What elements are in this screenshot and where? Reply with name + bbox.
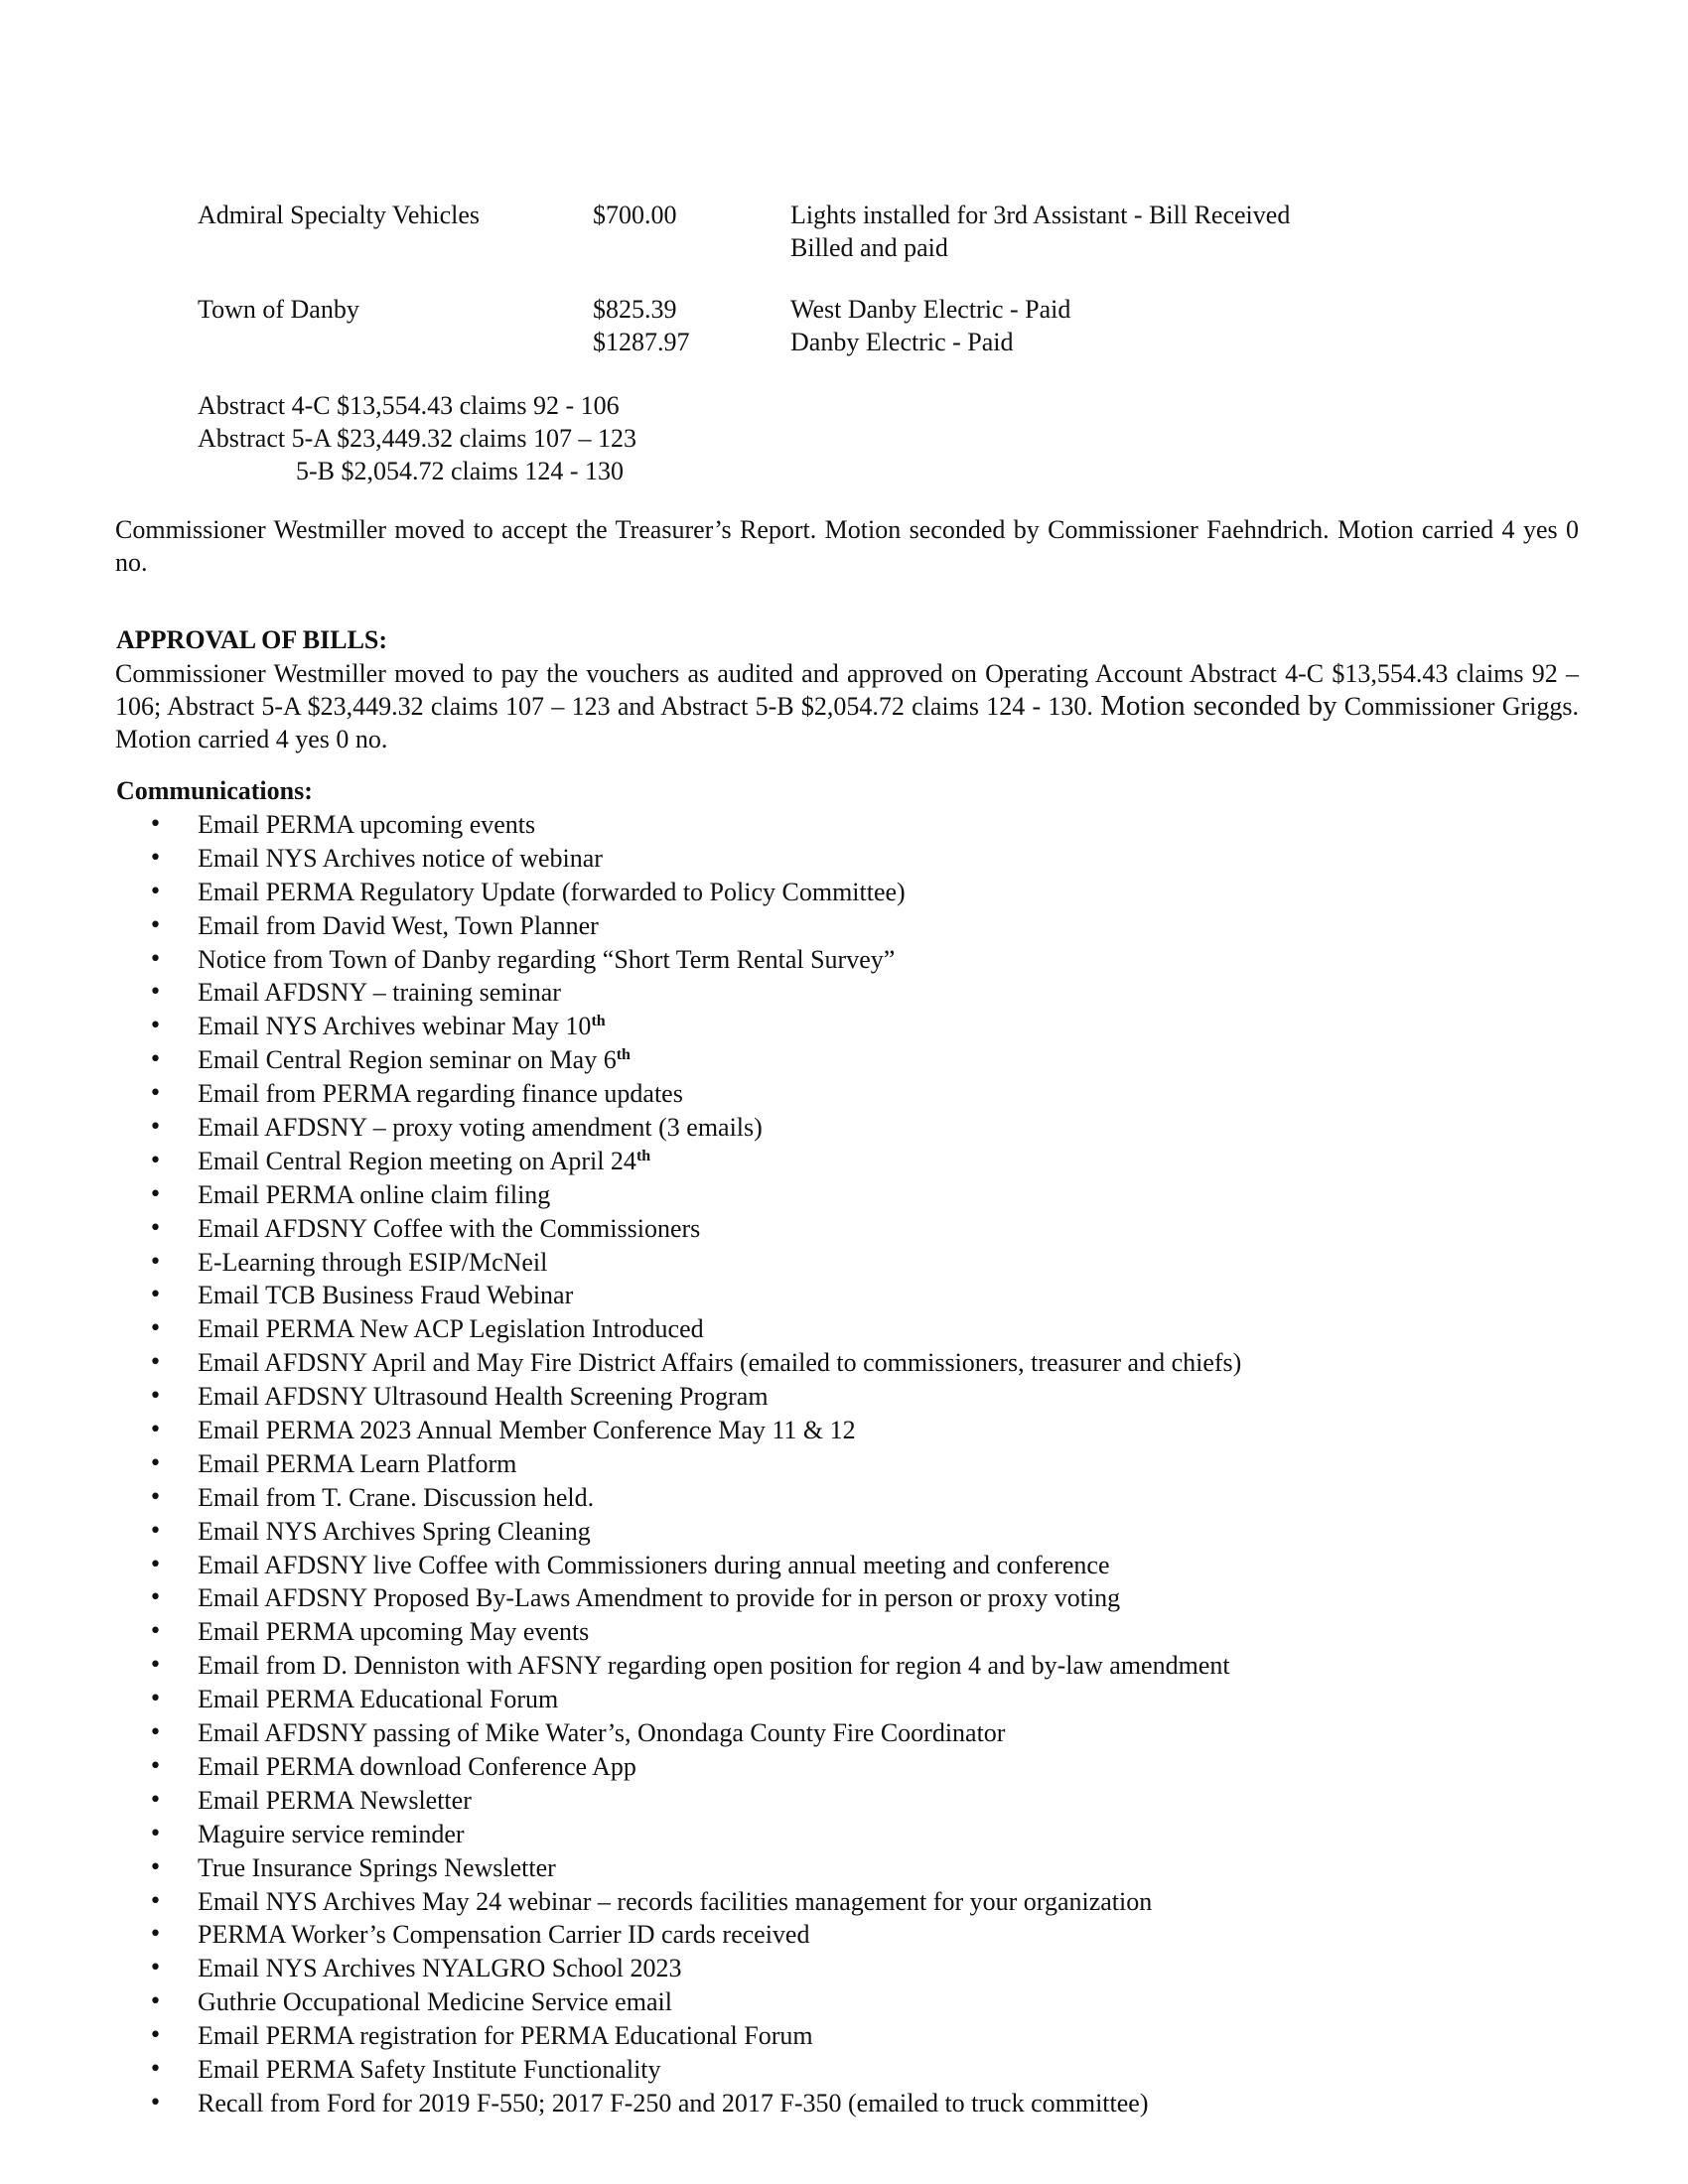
communication-item [149,1615,1579,1649]
approval-text-part: Commissioner Westmiller moved to pay the vouchers as audited and approved on Operating Account Abstract 4-C $13,554.43 claims 92 – 106; Abstract 5-A $23,449.32 claims 107 – 123 and Abstract 5-B $2,054.72 claims 124 - 130. [115,659,1579,721]
bullet-icon: • [149,1081,162,1107]
bullet-icon: • [149,1518,162,1544]
communication-text: Email PERMA download Conference App [198,1751,636,1781]
communication-text: Email from T. Crane. Discussion held. [198,1482,595,1512]
communication-text: Email PERMA Regulatory Update (forwarded to Policy Committee) [198,877,906,906]
bullet-icon: • [149,1283,162,1308]
communication-text: Email PERMA Learn Platform [198,1448,517,1478]
bullet-icon: • [149,1720,162,1746]
communication-text: Email AFDSNY – training seminar [198,978,561,1008]
bullet-icon: • [149,1418,162,1443]
bill-amount: $825.39 [593,295,677,324]
ordinal-suffix: th [616,1046,631,1064]
bullet-icon: • [149,1450,162,1476]
bill-amounts [593,293,690,358]
bullet-icon: • [149,1854,162,1880]
bullet-icon: • [149,1888,162,1914]
bullet-icon: • [149,845,162,871]
communication-text: Email PERMA Safety Institute Functionality [198,2054,661,2084]
bills-table [198,199,1488,358]
bullet-icon: • [149,946,162,972]
communication-text: Guthrie Occupational Medicine Service email [198,1987,672,2017]
bullet-icon: • [149,1687,162,1712]
communication-text: Email PERMA online claim filing [198,1179,551,1209]
bullet-icon: • [149,1181,162,1207]
communication-text: Email PERMA Educational Forum [198,1685,559,1714]
bill-amounts [593,199,677,231]
communication-item [149,1851,1579,1885]
communication-text: Email Central Region seminar on May 6 [198,1045,617,1075]
bullet-icon: • [149,1821,162,1846]
bullet-icon: • [149,1619,162,1645]
bill-notes [790,199,1290,264]
communication-item [149,1784,1579,1818]
approval-text-part: Commissioner Griggs. Motion carried 4 yes 0 no. [115,692,1580,753]
communication-text: Email Central Region meeting on April 24 [198,1146,636,1175]
abstract-line: Abstract 5-A $23,449.32 claims 107 – 123 [198,424,636,453]
communication-item [149,1145,1579,1178]
abstracts-summary [198,389,636,487]
communication-text: Email AFDSNY Ultrasound Health Screening Program [198,1382,769,1412]
communication-item [149,1683,1579,1716]
bill-note: Lights installed for 3rd Assistant - Bill Received [790,201,1291,229]
communication-text: Email NYS Archives webinar May 10 [198,1012,592,1041]
communication-text: Email AFDSNY Coffee with the Commissioners [198,1213,701,1243]
communication-item [149,1985,1579,2019]
approval-text-part: Motion seconded by [1100,690,1337,722]
bill-amount: $700.00 [593,201,677,229]
bullet-icon: • [149,1115,162,1141]
communication-item [149,1010,1579,1043]
communication-text: Email from D. Denniston with AFSNY regarding open position for region 4 and by-law amendment [198,1651,1230,1681]
ordinal-suffix: th [635,1147,651,1164]
communication-item [149,2087,1579,2120]
communication-item [149,1581,1579,1615]
bullet-icon: • [149,1047,162,1073]
bullet-icon: • [149,1653,162,1679]
communications-heading: Communications: [116,776,313,805]
communication-item [149,2053,1579,2087]
bill-vendor: Admiral Specialty Vehicles [198,201,481,229]
communication-item [149,1716,1579,1750]
bullet-icon: • [149,980,162,1006]
communication-item [149,808,1579,842]
bullet-icon: • [149,2090,162,2116]
bullet-icon: • [149,1249,162,1275]
bullet-icon: • [149,1585,162,1611]
bullet-icon: • [149,1484,162,1510]
communication-item [149,1447,1579,1481]
communication-text: Email NYS Archives NYALGRO School 2023 [198,1954,682,1983]
communication-item [149,1111,1579,1145]
communication-text: Email NYS Archives Spring Cleaning [198,1516,591,1546]
communication-item [149,1481,1579,1515]
bullet-icon: • [149,1014,162,1039]
communication-text: Email PERMA upcoming events [198,810,536,839]
communication-item [149,1077,1579,1111]
bill-note: Danby Electric - Paid [790,328,1014,356]
bullet-icon: • [149,1215,162,1241]
communication-text: Email PERMA New ACP Legislation Introduced [198,1314,704,1344]
communication-text: Email TCB Business Fraud Webinar [198,1281,574,1310]
communication-item [149,1279,1579,1312]
communication-item [149,842,1579,876]
communication-item [149,1818,1579,1851]
communication-item [149,1312,1579,1346]
communication-text: Email AFDSNY April and May Fire District Affairs (emailed to commissioners, treasurer and chiefs) [198,1348,1242,1378]
communication-item [149,1952,1579,1985]
communication-item [149,1414,1579,1447]
communication-item [149,976,1579,1010]
communication-text: Email PERMA 2023 Annual Member Conference May 11 & 12 [198,1416,856,1445]
bullet-icon: • [149,1989,162,2015]
bill-row [198,293,1488,358]
communication-item [149,876,1579,909]
communication-text: Email from David West, Town Planner [198,910,599,940]
communication-text: Maguire service reminder [198,1819,465,1848]
treasurer-report-motion: Commissioner Westmiller moved to accept the Treasurer’s Report. Motion seconded by Commissioner Faehndrich. Motion carried 4 yes 0 no. [115,515,1579,577]
bill-notes [790,293,1070,358]
bill-vendor: Town of Danby [198,295,359,324]
communication-text: Recall from Ford for 2019 F-550; 2017 F-250 and 2017 F-350 (emailed to truck committee) [198,2088,1149,2117]
communication-item [149,1178,1579,1212]
bill-note: Billed and paid [790,233,948,262]
communication-item [149,1380,1579,1414]
bullet-icon: • [149,2023,162,2049]
bullet-icon: • [149,1552,162,1577]
bullet-icon: • [149,1956,162,1981]
bullet-icon: • [149,1753,162,1779]
bullet-icon: • [149,1787,162,1813]
communication-item [149,909,1579,943]
communication-item [149,1246,1579,1280]
communication-item [149,1346,1579,1380]
communication-text: Email PERMA registration for PERMA Educational Forum [198,2021,813,2051]
communication-text: Email AFDSNY live Coffee with Commissioners during annual meeting and conference [198,1550,1110,1579]
bullet-icon: • [149,912,162,938]
communication-item [149,1043,1579,1077]
bullet-icon: • [149,2056,162,2082]
communication-text: Email PERMA Newsletter [198,1785,472,1815]
bullet-icon: • [149,1350,162,1376]
communication-item [149,1649,1579,1683]
ordinal-suffix: th [591,1013,606,1030]
communication-text: Email from PERMA regarding finance updates [198,1079,683,1109]
communication-item [149,1549,1579,1582]
communication-text: Email AFDSNY – proxy voting amendment (3 emails) [198,1113,763,1143]
bullet-icon: • [149,879,162,904]
communication-item [149,1515,1579,1549]
bullet-icon: • [149,1316,162,1342]
communication-item [149,1212,1579,1246]
communication-item [149,1750,1579,1784]
communication-text: PERMA Worker’s Compensation Carrier ID cards received [198,1920,810,1950]
bill-note: West Danby Electric - Paid [790,295,1071,324]
communication-text: Email PERMA upcoming May events [198,1617,590,1647]
bill-amount: $1287.97 [593,328,690,356]
approval-of-bills-heading: APPROVAL OF BILLS: [116,625,388,654]
bullet-icon: • [149,812,162,837]
communication-item [149,1885,1579,1919]
communication-text: E-Learning through ESIP/McNeil [198,1247,548,1277]
communication-text: True Insurance Springs Newsletter [198,1852,556,1882]
abstract-line: Abstract 4-C $13,554.43 claims 92 - 106 [198,391,620,420]
approval-of-bills-text [115,657,1579,755]
communication-item [149,1918,1579,1952]
bill-row [198,199,1488,264]
communication-text: Email NYS Archives notice of webinar [198,843,603,873]
communication-item [149,943,1579,977]
communication-item [149,2019,1579,2053]
communications-list [149,808,1579,2120]
communication-text: Email AFDSNY passing of Mike Water’s, Onondaga County Fire Coordinator [198,1718,1006,1748]
bullet-icon: • [149,1922,162,1948]
bullet-icon: • [149,1148,162,1173]
communication-text: Email AFDSNY Proposed By-Laws Amendment to provide for in person or proxy voting [198,1583,1121,1613]
communication-text: Email NYS Archives May 24 webinar – records facilities management for your organization [198,1886,1153,1916]
bullet-icon: • [149,1384,162,1410]
communication-text: Notice from Town of Danby regarding “Short Term Rental Survey” [198,944,896,974]
abstract-line: 5-B $2,054.72 claims 124 - 130 [296,457,625,485]
